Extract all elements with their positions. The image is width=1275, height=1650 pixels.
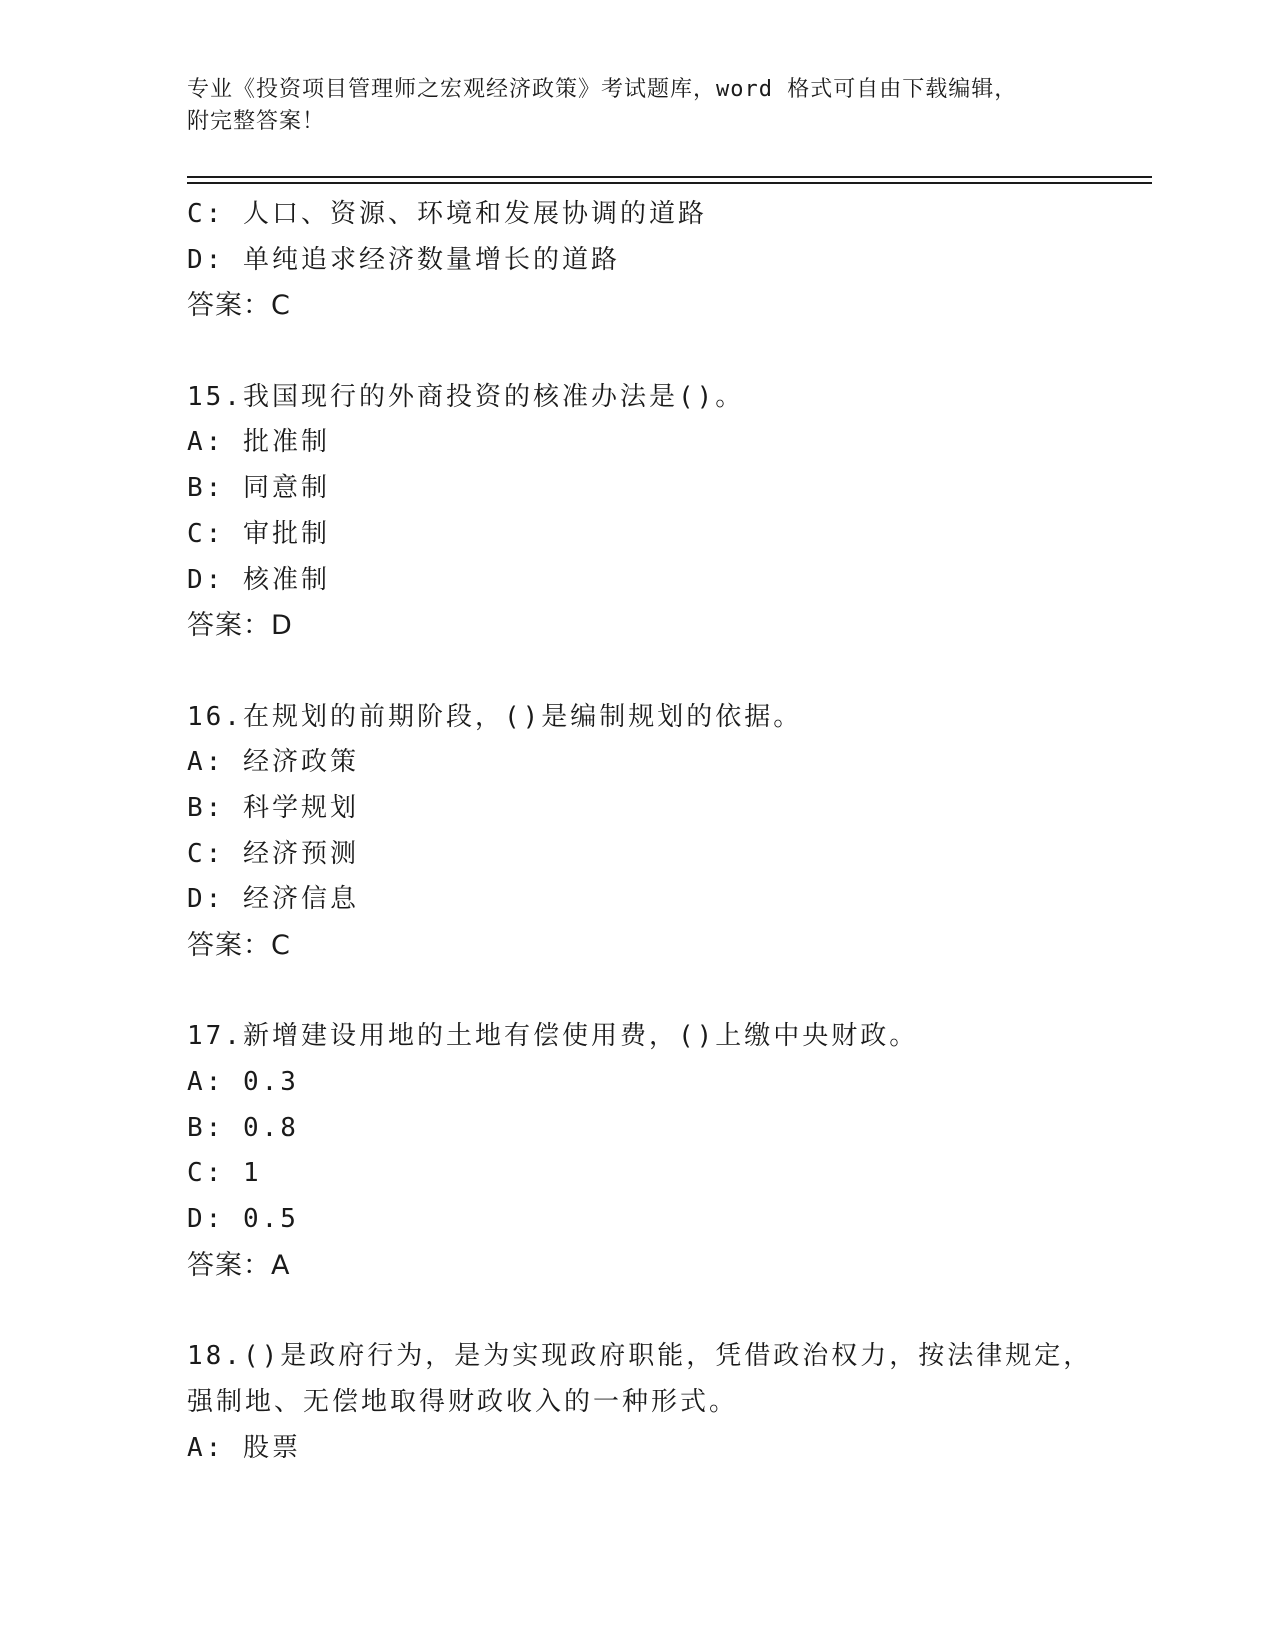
option-c: C: 审批制: [187, 518, 330, 549]
option-d: D: 经济信息: [187, 884, 359, 915]
answer: 答案：C: [187, 290, 291, 322]
answer: 答案：D: [187, 610, 293, 642]
option-d: D: 单纯追求经济数量增长的道路: [187, 244, 620, 275]
option-a: A: 0.3: [187, 1067, 299, 1098]
question-14-tail: [187, 192, 1087, 329]
question-16: [187, 695, 1087, 969]
header-line-1: 专业《投资项目管理师之宏观经济政策》考试题库，word 格式可自由下载编辑，: [187, 77, 1018, 102]
question-stem: 17.新增建设用地的土地有偿使用费，()上缴中央财政。: [187, 1021, 919, 1052]
question-list: [187, 192, 1093, 1471]
header-divider-top: [187, 176, 1152, 178]
option-a: A: 批准制: [187, 427, 330, 458]
question-stem: 16.在规划的前期阶段，()是编制规划的依据。: [187, 701, 803, 732]
option-b: B: 同意制: [187, 473, 330, 504]
question-stem-line-2: 强制地、无偿地取得财政收入的一种形式。: [187, 1386, 739, 1417]
question-stem: 15.我国现行的外商投资的核准办法是()。: [187, 381, 745, 412]
answer: 答案：A: [187, 1249, 291, 1281]
question-17: [187, 1014, 1087, 1288]
option-c: C: 经济预测: [187, 838, 359, 869]
question-stem-line-1: 18.()是政府行为，是为实现政府职能，凭借政治权力，按法律规定，: [187, 1341, 1093, 1372]
option-a: A: 股票: [187, 1432, 301, 1463]
header-line-2: 附完整答案！: [187, 109, 326, 134]
option-c: C: 人口、资源、环境和发展协调的道路: [187, 199, 707, 229]
option-b: B: 0.8: [187, 1112, 299, 1143]
option-d: D: 核准制: [187, 564, 330, 595]
option-a: A: 经济政策: [187, 747, 359, 778]
option-b: B: 科学规划: [187, 792, 359, 823]
document-header: [187, 74, 1067, 138]
answer: 答案：C: [187, 930, 291, 961]
option-d: D: 0.5: [187, 1204, 299, 1235]
option-c: C: 1: [187, 1158, 262, 1189]
question-15: [187, 375, 1087, 649]
question-18: [187, 1334, 1093, 1471]
header-divider-bottom: [187, 182, 1152, 184]
